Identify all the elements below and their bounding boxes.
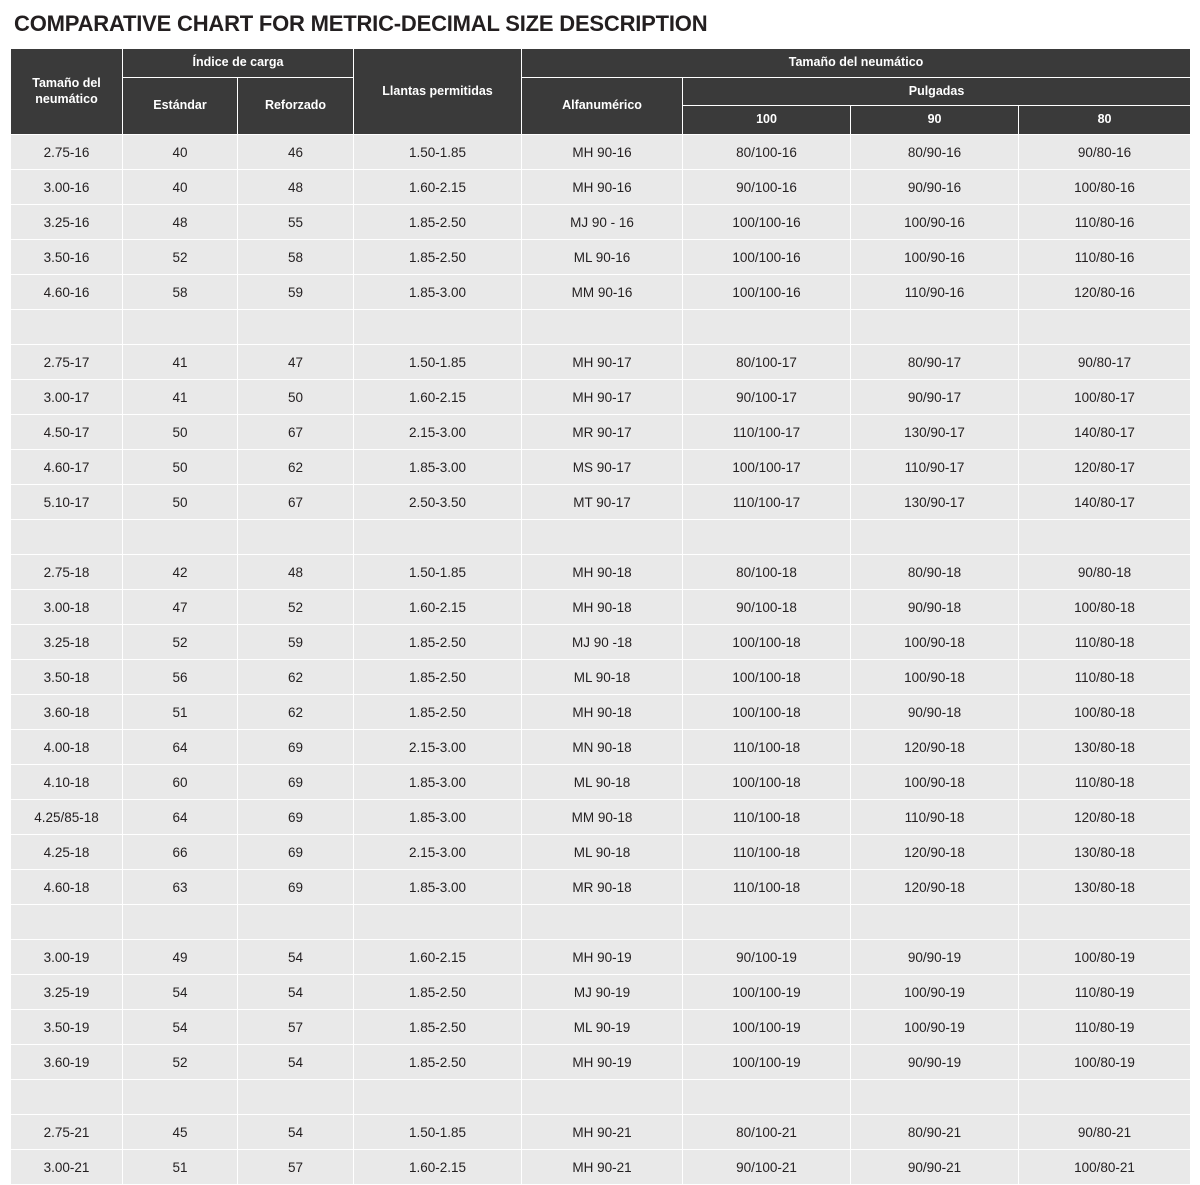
table-cell: 3.60-18 — [11, 695, 123, 730]
table-cell: 54 — [238, 940, 354, 975]
table-row — [11, 1045, 1191, 1080]
table-cell: 140/80-17 — [1019, 485, 1191, 520]
table-cell: 2.75-21 — [11, 1115, 123, 1150]
table-cell: 90/90-16 — [851, 170, 1019, 205]
table-cell: 80/90-21 — [851, 1115, 1019, 1150]
table-cell: 100/100-16 — [683, 240, 851, 275]
table-cell: 66 — [123, 835, 238, 870]
table-cell-empty — [354, 905, 522, 940]
table-cell: 3.25-16 — [11, 205, 123, 240]
table-cell: 62 — [238, 450, 354, 485]
table-cell: 59 — [238, 625, 354, 660]
table-cell: 1.60-2.15 — [354, 1150, 522, 1185]
table-cell: 62 — [238, 660, 354, 695]
table-cell-empty — [123, 520, 238, 555]
header-inches-80: 80 — [1019, 106, 1191, 135]
table-cell: 90/80-17 — [1019, 345, 1191, 380]
table-row — [11, 660, 1191, 695]
table-cell: 80/90-16 — [851, 135, 1019, 170]
table-cell: 120/90-18 — [851, 870, 1019, 905]
table-cell: 1.50-1.85 — [354, 1115, 522, 1150]
table-cell: 110/100-18 — [683, 730, 851, 765]
table-cell: 130/90-17 — [851, 415, 1019, 450]
header-row-2 — [11, 77, 1191, 106]
comparative-size-table — [10, 48, 1191, 1185]
table-cell-empty — [1019, 310, 1191, 345]
table-cell: 100/90-19 — [851, 1010, 1019, 1045]
table-cell: 1.50-1.85 — [354, 345, 522, 380]
table-cell: MR 90-17 — [522, 415, 683, 450]
table-cell: 63 — [123, 870, 238, 905]
table-cell: ML 90-18 — [522, 660, 683, 695]
table-cell: MR 90-18 — [522, 870, 683, 905]
table-cell-empty — [522, 520, 683, 555]
table-cell-empty — [522, 905, 683, 940]
table-cell: 90/90-19 — [851, 940, 1019, 975]
table-row — [11, 975, 1191, 1010]
table-cell-empty — [1019, 1080, 1191, 1115]
table-cell: 110/100-17 — [683, 485, 851, 520]
table-cell: 1.85-2.50 — [354, 1045, 522, 1080]
header-row-1 — [11, 49, 1191, 78]
table-cell-empty — [851, 905, 1019, 940]
table-cell: 110/100-18 — [683, 870, 851, 905]
table-cell: 60 — [123, 765, 238, 800]
table-cell-empty — [238, 905, 354, 940]
table-cell-empty — [683, 1080, 851, 1115]
table-cell: 110/90-17 — [851, 450, 1019, 485]
table-cell: 90/80-18 — [1019, 555, 1191, 590]
table-cell: 51 — [123, 1150, 238, 1185]
table-cell: 2.75-16 — [11, 135, 123, 170]
table-cell: 57 — [238, 1150, 354, 1185]
table-cell: 69 — [238, 800, 354, 835]
table-row — [11, 625, 1191, 660]
table-cell-empty — [238, 520, 354, 555]
table-cell-empty — [238, 310, 354, 345]
header-standard: Estándar — [123, 77, 238, 134]
table-cell: 110/80-19 — [1019, 975, 1191, 1010]
table-cell: 1.85-2.50 — [354, 625, 522, 660]
table-cell: 1.85-2.50 — [354, 240, 522, 275]
table-cell: 100/90-18 — [851, 625, 1019, 660]
table-row — [11, 800, 1191, 835]
table-row — [11, 205, 1191, 240]
table-cell: 45 — [123, 1115, 238, 1150]
table-cell: 62 — [238, 695, 354, 730]
table-cell: 56 — [123, 660, 238, 695]
table-cell-empty — [11, 520, 123, 555]
table-row — [11, 1115, 1191, 1150]
table-cell: 100/100-18 — [683, 625, 851, 660]
table-cell: 100/100-19 — [683, 1045, 851, 1080]
table-cell-empty — [851, 310, 1019, 345]
table-cell: 54 — [123, 1010, 238, 1045]
table-cell: 110/80-18 — [1019, 625, 1191, 660]
table-cell: 80/90-18 — [851, 555, 1019, 590]
table-cell: 4.25/85-18 — [11, 800, 123, 835]
table-cell: 100/100-19 — [683, 1010, 851, 1045]
table-cell: 1.60-2.15 — [354, 380, 522, 415]
table-cell: 1.85-3.00 — [354, 800, 522, 835]
header-inches: Pulgadas — [683, 77, 1191, 106]
table-cell: 90/90-19 — [851, 1045, 1019, 1080]
table-cell: 3.25-19 — [11, 975, 123, 1010]
table-cell: 41 — [123, 380, 238, 415]
table-row-spacer — [11, 310, 1191, 345]
table-cell-empty — [123, 1080, 238, 1115]
table-cell: 2.15-3.00 — [354, 835, 522, 870]
table-cell: 69 — [238, 835, 354, 870]
table-cell: 1.85-3.00 — [354, 765, 522, 800]
table-cell: 90/100-19 — [683, 940, 851, 975]
table-cell-empty — [851, 1080, 1019, 1115]
table-cell: 100/100-17 — [683, 450, 851, 485]
table-row — [11, 730, 1191, 765]
table-cell: MH 90-19 — [522, 940, 683, 975]
table-cell: 110/90-16 — [851, 275, 1019, 310]
header-tire-size-group: Tamaño del neumático — [522, 49, 1191, 78]
table-cell-empty — [11, 905, 123, 940]
table-cell: MJ 90 - 16 — [522, 205, 683, 240]
table-cell: 110/80-18 — [1019, 660, 1191, 695]
table-cell: 48 — [238, 170, 354, 205]
table-cell: 140/80-17 — [1019, 415, 1191, 450]
table-cell: MH 90-18 — [522, 590, 683, 625]
table-cell: 4.60-18 — [11, 870, 123, 905]
table-cell: 3.50-18 — [11, 660, 123, 695]
table-cell: 4.00-18 — [11, 730, 123, 765]
table-cell: ML 90-18 — [522, 765, 683, 800]
header-alphanumeric: Alfanumérico — [522, 77, 683, 134]
table-cell: 80/100-16 — [683, 135, 851, 170]
table-row — [11, 240, 1191, 275]
table-cell: 54 — [238, 1115, 354, 1150]
table-cell-empty — [354, 520, 522, 555]
table-cell: MH 90-21 — [522, 1150, 683, 1185]
table-cell: 110/80-18 — [1019, 765, 1191, 800]
table-cell: 100/100-16 — [683, 205, 851, 240]
table-row-spacer — [11, 520, 1191, 555]
table-cell: 90/80-21 — [1019, 1115, 1191, 1150]
table-cell: 100/80-19 — [1019, 940, 1191, 975]
table-cell: 80/90-17 — [851, 345, 1019, 380]
table-body — [11, 135, 1191, 1185]
table-cell: 100/90-18 — [851, 765, 1019, 800]
table-cell: 1.85-2.50 — [354, 205, 522, 240]
header-reinforced: Reforzado — [238, 77, 354, 134]
table-cell: 100/90-18 — [851, 660, 1019, 695]
table-cell: 4.25-18 — [11, 835, 123, 870]
table-cell: 50 — [123, 415, 238, 450]
table-cell: MH 90-18 — [522, 555, 683, 590]
table-cell: 2.15-3.00 — [354, 730, 522, 765]
table-header — [11, 49, 1191, 135]
table-cell: MM 90-16 — [522, 275, 683, 310]
table-cell: 90/90-18 — [851, 590, 1019, 625]
table-cell-empty — [522, 1080, 683, 1115]
table-cell: 100/100-19 — [683, 975, 851, 1010]
table-row — [11, 835, 1191, 870]
table-cell-empty — [11, 310, 123, 345]
table-cell: 46 — [238, 135, 354, 170]
table-cell: 1.50-1.85 — [354, 135, 522, 170]
table-cell: 100/100-18 — [683, 660, 851, 695]
table-cell: 47 — [123, 590, 238, 625]
table-cell: 80/100-21 — [683, 1115, 851, 1150]
table-cell: 2.50-3.50 — [354, 485, 522, 520]
table-cell: 4.50-17 — [11, 415, 123, 450]
table-cell: 3.00-19 — [11, 940, 123, 975]
table-cell: 50 — [123, 485, 238, 520]
table-cell-empty — [683, 905, 851, 940]
table-cell: 2.75-17 — [11, 345, 123, 380]
table-cell: 3.00-16 — [11, 170, 123, 205]
table-cell: 42 — [123, 555, 238, 590]
table-cell: 100/80-18 — [1019, 590, 1191, 625]
table-cell: 54 — [238, 1045, 354, 1080]
table-cell: 100/80-19 — [1019, 1045, 1191, 1080]
table-cell: 48 — [123, 205, 238, 240]
table-cell: 5.10-17 — [11, 485, 123, 520]
table-cell: MM 90-18 — [522, 800, 683, 835]
table-cell: 69 — [238, 870, 354, 905]
table-cell: 69 — [238, 730, 354, 765]
table-cell: 100/90-19 — [851, 975, 1019, 1010]
table-cell: ML 90-19 — [522, 1010, 683, 1045]
table-cell: 52 — [123, 240, 238, 275]
table-cell: MT 90-17 — [522, 485, 683, 520]
table-cell: 1.60-2.15 — [354, 590, 522, 625]
table-cell: 1.85-3.00 — [354, 870, 522, 905]
table-cell-empty — [522, 310, 683, 345]
table-cell-empty — [683, 310, 851, 345]
table-cell-empty — [851, 520, 1019, 555]
table-cell: 100/90-16 — [851, 205, 1019, 240]
table-cell: 130/80-18 — [1019, 730, 1191, 765]
table-cell: 50 — [238, 380, 354, 415]
table-cell: 2.75-18 — [11, 555, 123, 590]
table-cell: 110/100-18 — [683, 800, 851, 835]
table-row — [11, 170, 1191, 205]
table-row-spacer — [11, 905, 1191, 940]
table-cell: 59 — [238, 275, 354, 310]
table-cell: 90/90-18 — [851, 695, 1019, 730]
table-cell: 64 — [123, 800, 238, 835]
table-cell: 90/90-17 — [851, 380, 1019, 415]
header-allowed-rims: Llantas permitidas — [354, 49, 522, 135]
table-cell: 4.60-17 — [11, 450, 123, 485]
header-inches-90: 90 — [851, 106, 1019, 135]
table-cell: 100/80-17 — [1019, 380, 1191, 415]
table-cell: MS 90-17 — [522, 450, 683, 485]
table-row — [11, 940, 1191, 975]
header-load-index: Índice de carga — [123, 49, 354, 78]
table-cell: 120/90-18 — [851, 835, 1019, 870]
table-cell: MH 90-16 — [522, 135, 683, 170]
table-cell: 90/90-21 — [851, 1150, 1019, 1185]
table-cell-empty — [123, 310, 238, 345]
table-cell: MH 90-17 — [522, 380, 683, 415]
table-cell: 80/100-18 — [683, 555, 851, 590]
table-cell-empty — [238, 1080, 354, 1115]
table-row — [11, 1010, 1191, 1045]
table-cell: 100/100-18 — [683, 765, 851, 800]
table-cell-empty — [354, 310, 522, 345]
table-cell: 1.50-1.85 — [354, 555, 522, 590]
table-cell-empty — [11, 1080, 123, 1115]
table-cell: 57 — [238, 1010, 354, 1045]
table-row — [11, 870, 1191, 905]
table-cell: 64 — [123, 730, 238, 765]
table-cell: 2.15-3.00 — [354, 415, 522, 450]
table-cell: 120/80-18 — [1019, 800, 1191, 835]
table-cell: MJ 90-19 — [522, 975, 683, 1010]
header-tire-size: Tamaño del neumático — [11, 49, 123, 135]
table-cell: 58 — [238, 240, 354, 275]
table-row — [11, 135, 1191, 170]
table-cell: 110/100-18 — [683, 835, 851, 870]
table-cell: 52 — [123, 1045, 238, 1080]
table-cell: 3.00-21 — [11, 1150, 123, 1185]
table-cell: 4.10-18 — [11, 765, 123, 800]
table-cell: 41 — [123, 345, 238, 380]
table-cell: 120/90-18 — [851, 730, 1019, 765]
table-cell: 51 — [123, 695, 238, 730]
table-cell: 55 — [238, 205, 354, 240]
table-cell: 120/80-16 — [1019, 275, 1191, 310]
table-cell-empty — [1019, 520, 1191, 555]
table-row-spacer — [11, 1080, 1191, 1115]
table-cell: 3.00-18 — [11, 590, 123, 625]
table-cell: 54 — [123, 975, 238, 1010]
table-cell: 90/100-16 — [683, 170, 851, 205]
table-row — [11, 345, 1191, 380]
table-row — [11, 555, 1191, 590]
table-cell: 100/90-16 — [851, 240, 1019, 275]
table-cell: ML 90-16 — [522, 240, 683, 275]
table-cell-empty — [1019, 905, 1191, 940]
table-cell-empty — [123, 905, 238, 940]
table-cell: 40 — [123, 170, 238, 205]
table-cell: 130/80-18 — [1019, 835, 1191, 870]
table-cell: 120/80-17 — [1019, 450, 1191, 485]
table-cell: 1.85-2.50 — [354, 1010, 522, 1045]
page-title: COMPARATIVE CHART FOR METRIC-DECIMAL SIZE DESCRIPTION — [14, 11, 708, 36]
table-row — [11, 485, 1191, 520]
table-cell: 130/90-17 — [851, 485, 1019, 520]
table-row — [11, 275, 1191, 310]
header-inches-100: 100 — [683, 106, 851, 135]
table-cell: 100/100-16 — [683, 275, 851, 310]
table-cell: 50 — [123, 450, 238, 485]
table-cell: MH 90-19 — [522, 1045, 683, 1080]
table-cell: 80/100-17 — [683, 345, 851, 380]
table-cell: 100/80-21 — [1019, 1150, 1191, 1185]
table-cell: 67 — [238, 485, 354, 520]
table-cell: 1.60-2.15 — [354, 170, 522, 205]
table-row — [11, 380, 1191, 415]
table-cell: 100/100-18 — [683, 695, 851, 730]
table-cell: 40 — [123, 135, 238, 170]
table-row — [11, 765, 1191, 800]
table-cell: 58 — [123, 275, 238, 310]
table-row — [11, 415, 1191, 450]
table-cell: 110/80-19 — [1019, 1010, 1191, 1045]
table-row — [11, 695, 1191, 730]
table-cell: 110/100-17 — [683, 415, 851, 450]
table-cell: 1.60-2.15 — [354, 940, 522, 975]
table-cell: 3.60-19 — [11, 1045, 123, 1080]
table-cell: 48 — [238, 555, 354, 590]
table-cell: 100/80-18 — [1019, 695, 1191, 730]
table-cell: 3.25-18 — [11, 625, 123, 660]
table-cell: 110/80-16 — [1019, 205, 1191, 240]
table-cell: 1.85-3.00 — [354, 450, 522, 485]
table-cell: 90/80-16 — [1019, 135, 1191, 170]
table-cell: MN 90-18 — [522, 730, 683, 765]
table-cell: MH 90-18 — [522, 695, 683, 730]
table-cell: 67 — [238, 415, 354, 450]
table-cell: 47 — [238, 345, 354, 380]
table-row — [11, 1150, 1191, 1185]
table-cell: 49 — [123, 940, 238, 975]
table-cell: 1.85-2.50 — [354, 975, 522, 1010]
table-cell: 90/100-17 — [683, 380, 851, 415]
table-cell: 90/100-18 — [683, 590, 851, 625]
table-row — [11, 450, 1191, 485]
table-cell: 1.85-3.00 — [354, 275, 522, 310]
table-cell-empty — [354, 1080, 522, 1115]
table-cell: 100/80-16 — [1019, 170, 1191, 205]
table-cell: ML 90-18 — [522, 835, 683, 870]
table-row — [11, 590, 1191, 625]
table-cell: 3.50-19 — [11, 1010, 123, 1045]
table-cell: 3.00-17 — [11, 380, 123, 415]
table-cell: 52 — [123, 625, 238, 660]
table-cell: 54 — [238, 975, 354, 1010]
table-cell: 90/100-21 — [683, 1150, 851, 1185]
table-cell: 130/80-18 — [1019, 870, 1191, 905]
table-cell: 110/80-16 — [1019, 240, 1191, 275]
table-cell: 4.60-16 — [11, 275, 123, 310]
table-cell: 110/90-18 — [851, 800, 1019, 835]
table-cell: 1.85-2.50 — [354, 660, 522, 695]
table-cell-empty — [683, 520, 851, 555]
table-cell: 1.85-2.50 — [354, 695, 522, 730]
table-cell: MH 90-16 — [522, 170, 683, 205]
table-cell: 3.50-16 — [11, 240, 123, 275]
table-cell: 69 — [238, 765, 354, 800]
table-cell: MJ 90 -18 — [522, 625, 683, 660]
table-cell: 52 — [238, 590, 354, 625]
table-cell: MH 90-21 — [522, 1115, 683, 1150]
table-cell: MH 90-17 — [522, 345, 683, 380]
